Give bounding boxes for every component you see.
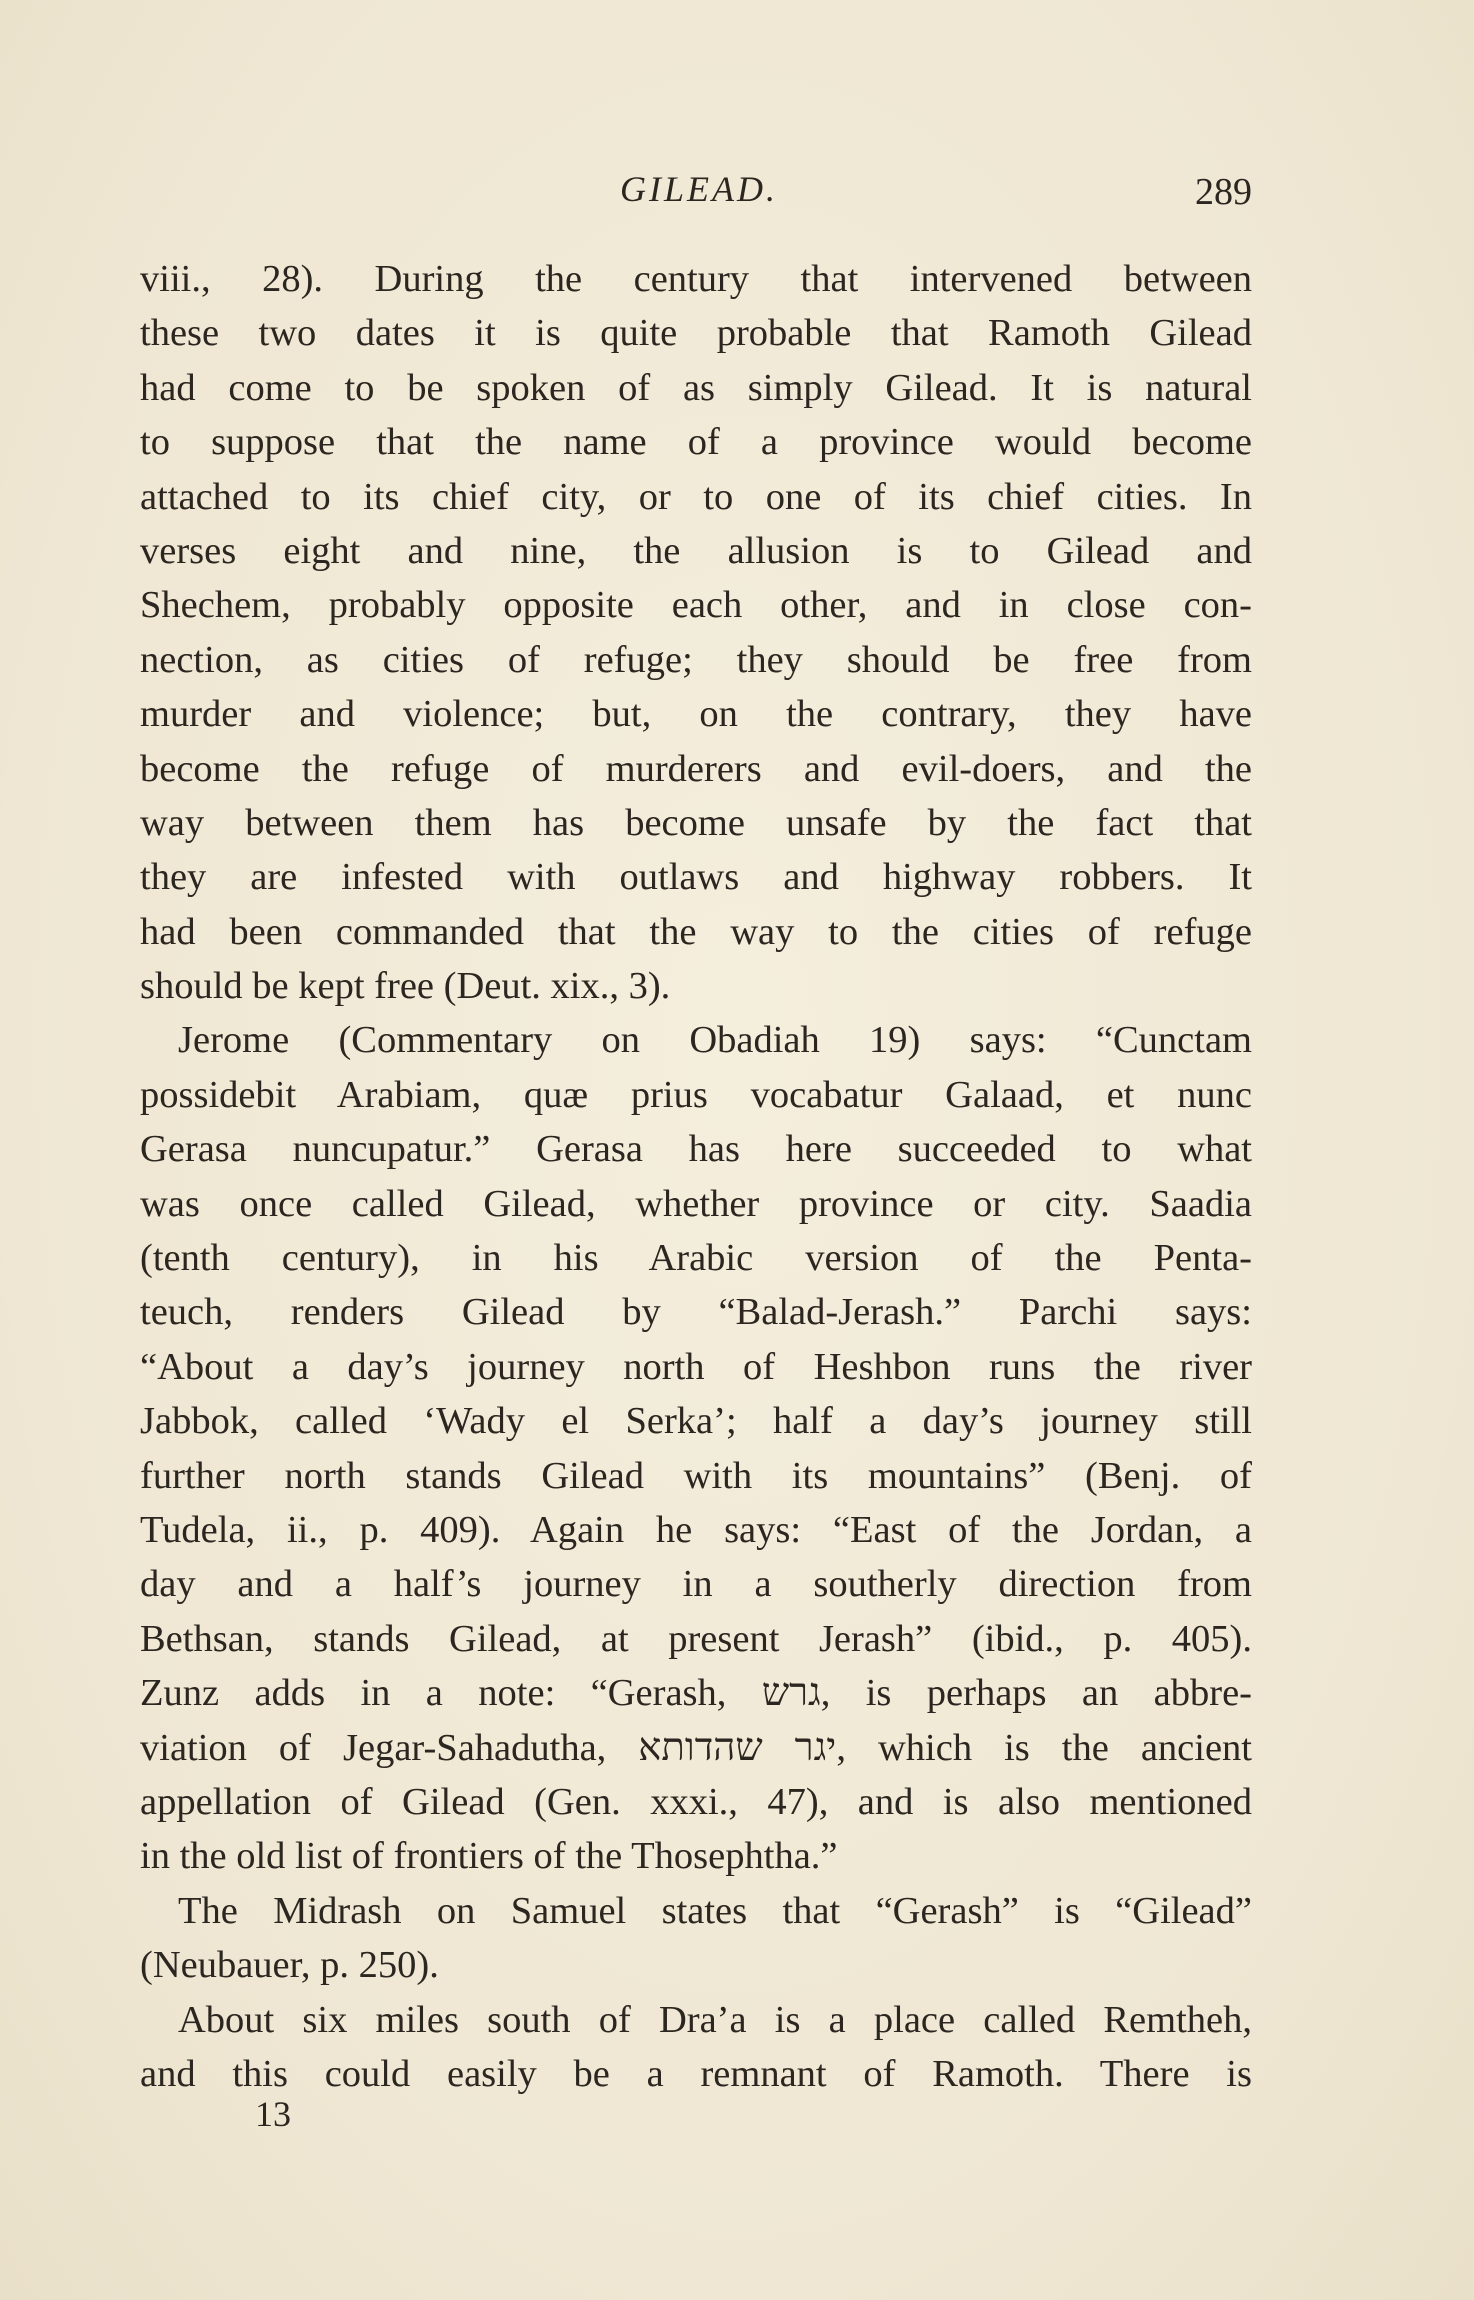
text-line: Jabbok, called ‘Wady el Serka’; half a day’s journey still [140,1400,1252,1443]
running-header [0,168,1474,218]
text-line: Tudela, ii., p. 409). Again he says: “East of the Jordan, a [140,1508,1252,1551]
text-line: nection, as cities of refuge; they should be free from [140,638,1252,681]
text-line: possidebit Arabiam, quæ prius vocabatur Galaad, et nunc [140,1073,1252,1116]
signature-mark: 13 [255,2094,291,2134]
body-text [140,252,1252,2101]
text-line: attached to its chief city, or to one of its chief cities. In [140,475,1252,518]
text-line: murder and violence; but, on the contrary, they have [140,693,1252,736]
page-number: 289 [1195,171,1252,213]
text-line: way between them has become unsafe by the fact that [140,801,1252,844]
text-line: in the old list of frontiers of the Thosephtha.” [140,1835,838,1878]
text-line: verses eight and nine, the allusion is to Gilead and [140,529,1252,572]
text-line: Gerasa nuncupatur.” Gerasa has here succeeded to what [140,1128,1252,1171]
text-line: Zunz adds in a note: “Gerash, גרש, is perhaps an abbre- [140,1672,1252,1715]
text-line: (Neubauer, p. 250). [140,1944,439,1987]
paragraph-start-line: Jerome (Commentary on Obadiah 19) says: “Cunctam [178,1019,1252,1062]
text-line: (tenth century), in his Arabic version of the Penta- [140,1237,1252,1280]
text-line: they are infested with outlaws and highway robbers. It [140,856,1252,899]
text-line: these two dates it is quite probable that Ramoth Gilead [140,312,1252,355]
text-line: become the refuge of murderers and evil-doers, and the [140,747,1252,790]
text-line: had come to be spoken of as simply Gilead. It is natural [140,366,1252,409]
text-line: to suppose that the name of a province would become [140,421,1252,464]
text-line: further north stands Gilead with its mountains” (Benj. of [140,1454,1252,1497]
text-line: and this could easily be a remnant of Ramoth. There is [140,2052,1252,2095]
text-line: Shechem, probably opposite each other, and in close con- [140,584,1252,627]
text-line: Bethsan, stands Gilead, at present Jerash” (ibid., p. 405). [140,1617,1252,1660]
text-line: day and a half’s journey in a southerly direction from [140,1563,1252,1606]
text-line: “About a day’s journey north of Heshbon runs the river [140,1345,1252,1388]
text-line: teuch, renders Gilead by “Balad-Jerash.” Parchi says: [140,1291,1252,1334]
paragraph-start-line: About six miles south of Dra’a is a place called Remtheh, [178,1998,1252,2041]
text-line: was once called Gilead, whether province or city. Saadia [140,1182,1252,1225]
text-line: viation of Jegar-Sahadutha, יגר שהדותא, which is the ancient [140,1726,1252,1769]
running-title: GILEAD. [620,169,778,209]
text-line: should be kept free (Deut. xix., 3). [140,965,671,1008]
text-line: had been commanded that the way to the cities of refuge [140,910,1252,953]
text-line: viii., 28). During the century that intervened between [140,258,1252,300]
paragraph-start-line: The Midrash on Samuel states that “Gerash” is “Gilead” [178,1889,1252,1932]
text-line: appellation of Gilead (Gen. xxxi., 47), and is also mentioned [140,1780,1252,1823]
